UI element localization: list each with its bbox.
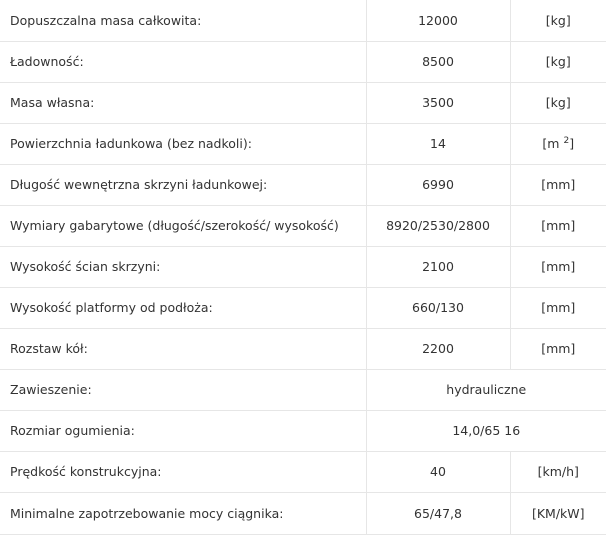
table-row [0,369,606,410]
table-row [0,451,606,492]
table-row [0,82,606,123]
table-row [0,123,606,164]
spec-value: 40 [366,451,510,492]
spec-unit: [mm] [510,164,606,205]
spec-value: 2200 [366,328,510,369]
spec-label: Zawieszenie: [0,369,366,410]
spec-unit: [mm] [510,246,606,287]
table-row [0,246,606,287]
spec-value: 12000 [366,0,510,41]
spec-label: Prędkość konstrukcyjna: [0,451,366,492]
spec-label: Rozmiar ogumienia: [0,410,366,451]
spec-value: 8500 [366,41,510,82]
spec-unit: [mm] [510,205,606,246]
spec-unit: [mm] [510,328,606,369]
spec-value: 3500 [366,82,510,123]
spec-value: 6990 [366,164,510,205]
table-row [0,41,606,82]
spec-unit [510,123,606,164]
spec-value: 660/130 [366,287,510,328]
table-row [0,0,606,41]
spec-label: Dopuszczalna masa całkowita: [0,0,366,41]
spec-label: Wymiary gabarytowe (długość/szerokość/ wysokość) [0,205,366,246]
spec-label: Minimalne zapotrzebowanie mocy ciągnika: [0,492,366,534]
spec-unit: [km/h] [510,451,606,492]
table-row [0,205,606,246]
spec-unit: [kg] [510,0,606,41]
table-row [0,287,606,328]
spec-label: Wysokość platformy od podłoża: [0,287,366,328]
spec-label: Powierzchnia ładunkowa (bez nadkoli): [0,123,366,164]
table-row [0,492,606,534]
spec-value: 65/47,8 [366,492,510,534]
unit-end: ] [569,136,575,151]
spec-value: 2100 [366,246,510,287]
spec-value: 8920/2530/2800 [366,205,510,246]
spec-unit: [kg] [510,82,606,123]
unit-superscript: 2 [563,135,570,146]
spec-value: hydrauliczne [366,369,606,410]
unit-base: [m [542,136,564,151]
spec-value: 14,0/65 16 [366,410,606,451]
table-row [0,410,606,451]
spec-label: Ładowność: [0,41,366,82]
spec-label: Wysokość ścian skrzyni: [0,246,366,287]
spec-label: Długość wewnętrzna skrzyni ładunkowej: [0,164,366,205]
spec-label: Rozstaw kół: [0,328,366,369]
spec-unit: [kg] [510,41,606,82]
table-row [0,328,606,369]
table-row [0,164,606,205]
spec-unit: [mm] [510,287,606,328]
spec-label: Masa własna: [0,82,366,123]
spec-value: 14 [366,123,510,164]
spec-unit: [KM/kW] [510,492,606,534]
